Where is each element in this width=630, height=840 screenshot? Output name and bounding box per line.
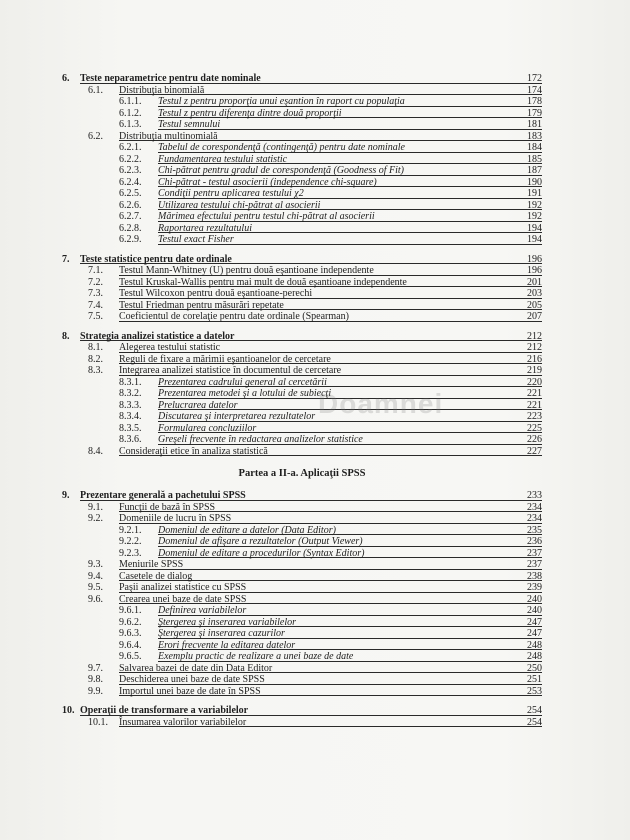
toc-entry-page-number: 253 [527, 685, 542, 697]
toc-entry-title: Testul z pentru proporţia unui eşantion în raport cu populaţia [158, 96, 405, 107]
toc-entry-number: 7.4. [88, 299, 103, 311]
toc-entry-title: Fundamentarea testului statistic [158, 153, 288, 165]
toc-entry-title: Funcţii de bază în SPSS [119, 501, 216, 513]
toc-entry-number: 8.1. [88, 342, 103, 353]
toc-entry-title: Meniurile SPSS [119, 559, 184, 570]
toc-entry-level-2 [62, 300, 542, 312]
toc-entry-title: Însumarea valorilor variabilelor [119, 716, 247, 728]
toc-entry-number: 7.3. [88, 288, 103, 299]
toc-entry-number: 9.6.5. [119, 651, 142, 662]
toc-entry-number: 6.2.6. [119, 199, 142, 211]
toc-entry-title: Testul Kruskal-Wallis pentru mai mult de două eşantioane independente [119, 276, 407, 288]
toc-entry-number: 8.2. [88, 353, 103, 365]
toc-entry-number: 6.2.1. [119, 142, 142, 153]
toc-entry-level-1 [62, 73, 542, 85]
toc-entry-number: 6.1.1. [119, 96, 142, 107]
toc-entry-page-number: 221 [527, 399, 542, 411]
toc-entry-page-number: 237 [527, 547, 542, 559]
toc-entry-page-number: 216 [527, 353, 542, 365]
toc-entry-page-number: 239 [527, 582, 542, 593]
toc-entry-page-number: 248 [527, 639, 542, 651]
toc-entry-number: 8.3.6. [119, 434, 142, 445]
toc-entry-level-2 [62, 85, 542, 97]
toc-entry-number: 8.3.1. [119, 376, 142, 388]
toc-entry-number: 9.6.1. [119, 605, 142, 616]
toc-entry-level-3 [62, 536, 542, 548]
toc-entry-title: Operaţii de transformare a variabilelor [80, 705, 249, 716]
toc-entry-page-number: 191 [527, 188, 542, 199]
toc-entry-title: Discutarea şi interpretarea rezultatelor [158, 411, 316, 422]
toc-entry-title: Testul Friedman pentru măsurări repetate [119, 299, 284, 311]
toc-entry-page-number: 254 [527, 716, 542, 728]
toc-entry-level-3 [62, 234, 542, 246]
toc-entry-title: Ştergerea şi inserarea cazurilor [158, 628, 285, 639]
toc-entry-level-2 [62, 265, 542, 277]
toc-entry-title: Integrarea analizei statistice în documentul de cercetare [119, 365, 342, 376]
toc-entry-level-3 [62, 223, 542, 235]
toc-entry-level-1 [62, 490, 542, 502]
toc-entry-title: Testul exact Fisher [158, 234, 234, 245]
toc-entry-level-2 [62, 446, 542, 458]
toc-entry-page-number: 234 [527, 501, 542, 513]
toc-entry-page-number: 179 [527, 107, 542, 119]
toc-entry-number: 9.6.2. [119, 616, 142, 628]
toc-entry-number: 9.6.3. [119, 628, 142, 639]
toc-entry-level-3 [62, 423, 542, 435]
toc-entry-title: Greşeli frecvente în redactarea analizelor statistice [158, 434, 363, 445]
toc-entry-level-3 [62, 96, 542, 108]
toc-entry-number: 6.2.3. [119, 165, 142, 176]
toc-entry-title: Condiţii pentru aplicarea testului χ2 [158, 188, 304, 199]
toc-entry-number: 8.3.5. [119, 422, 142, 434]
toc-entry-number: 9.4. [88, 570, 103, 582]
toc-entry-level-3 [62, 165, 542, 177]
toc-entry-level-2 [62, 513, 542, 525]
toc-entry-level-3 [62, 154, 542, 166]
toc-entry-page-number: 174 [527, 84, 542, 96]
toc-entry-page-number: 219 [527, 365, 542, 376]
toc-entry-number: 6.1. [88, 84, 103, 96]
toc-entry-level-3 [62, 377, 542, 389]
toc-entry-level-3 [62, 119, 542, 131]
toc-entry-title: Coeficientul de corelaţie pentru date ordinale (Spearman) [119, 311, 349, 322]
toc-entry-title: Domeniul de editare a datelor (Data Editor) [158, 524, 336, 536]
toc-entry-title: Prezentarea metodei şi a lotului de subiecţi [158, 388, 332, 399]
toc-entry-page-number: 172 [527, 73, 542, 84]
toc-entry-level-3 [62, 628, 542, 640]
toc-entry-level-2 [62, 502, 542, 514]
toc-entry-page-number: 221 [527, 388, 542, 399]
toc-entry-number: 7.1. [88, 265, 103, 276]
toc-entry-number: 10.1. [88, 716, 108, 728]
toc-entry-page-number: 247 [527, 628, 542, 639]
toc-entry-page-number: 226 [527, 434, 542, 445]
toc-entry-page-number: 237 [527, 559, 542, 570]
toc-entry-title: Erori frecvente la editarea datelor [158, 639, 296, 651]
toc-entry-title: Prezentare generală a pachetului SPSS [80, 490, 246, 501]
toc-entry-page-number: 185 [527, 153, 542, 165]
toc-entry-title: Domeniile de lucru în SPSS [119, 513, 232, 524]
toc-entry-title: Paşii analizei statistice cu SPSS [119, 582, 247, 593]
toc-entry-level-3 [62, 108, 542, 120]
toc-entry-level-2 [62, 717, 542, 729]
toc-entry-page-number: 187 [527, 165, 542, 176]
toc-entry-level-2 [62, 288, 542, 300]
section-gap [62, 323, 542, 331]
toc-entry-level-3 [62, 548, 542, 560]
toc-entry-page-number: 236 [527, 536, 542, 547]
toc-entry-title: Prelucrarea datelor [158, 399, 238, 411]
toc-entry-level-1 [62, 254, 542, 266]
toc-entry-level-3 [62, 525, 542, 537]
toc-entry-title: Definirea variabilelor [158, 605, 247, 616]
toc-entry-level-3 [62, 617, 542, 629]
toc-entry-number: 8. [62, 330, 70, 342]
toc-entry-title: Alegerea testului statistic [119, 342, 221, 353]
toc-entry-number: 9.6. [88, 593, 103, 605]
toc-entry-number: 6.1.3. [119, 119, 142, 130]
toc-entry-title: Chi-pătrat pentru gradul de corespondenţă (Goodness of Fit) [158, 165, 404, 176]
toc-entry-number: 8.4. [88, 445, 103, 457]
toc-entry-number: 6.2.9. [119, 234, 142, 245]
toc-entry-page-number: 235 [527, 524, 542, 536]
toc-entry-number: 9.5. [88, 582, 103, 593]
toc-entry-title: Domeniul de editare a procedurilor (Syntax Editor) [158, 547, 365, 559]
toc-entry-number: 6.2.8. [119, 222, 142, 234]
toc-entry-title: Teste neparametrice pentru date nominale [80, 73, 261, 84]
toc-entry-page-number: 240 [527, 605, 542, 616]
toc-entry-level-2 [62, 365, 542, 377]
toc-entry-level-3 [62, 640, 542, 652]
toc-entry-level-2 [62, 311, 542, 323]
toc-entry-page-number: 196 [527, 265, 542, 276]
toc-entry-page-number: 201 [527, 276, 542, 288]
toc-entry-level-2 [62, 559, 542, 571]
toc-entry-number: 7.2. [88, 276, 103, 288]
toc-entry-page-number: 223 [527, 411, 542, 422]
toc-entry-level-3 [62, 177, 542, 189]
toc-entry-number: 8.3.4. [119, 411, 142, 422]
toc-entry-page-number: 251 [527, 674, 542, 685]
toc-entry-page-number: 238 [527, 570, 542, 582]
toc-entry-level-2 [62, 674, 542, 686]
toc-entry-page-number: 183 [527, 130, 542, 142]
toc-entry-page-number: 240 [527, 593, 542, 605]
toc-entry-page-number: 225 [527, 422, 542, 434]
toc-entry-level-3 [62, 188, 542, 200]
toc-entry-title: Raportarea rezultatului [158, 222, 252, 234]
toc-entry-number: 6.2. [88, 130, 103, 142]
toc-entry-page-number: 192 [527, 199, 542, 211]
toc-entry-level-2 [62, 582, 542, 594]
toc-entry-number: 7. [62, 253, 70, 265]
toc-entry-number: 6.2.7. [119, 211, 142, 222]
toc-entry-level-2 [62, 277, 542, 289]
toc-entry-number: 8.3.3. [119, 399, 142, 411]
toc-entry-page-number: 212 [527, 342, 542, 353]
toc-entry-title: Testul Wilcoxon pentru două eşantioane-perechi [119, 288, 313, 299]
toc-entry-title: Tabelul de corespondenţă (contingenţă) pentru date nominale [158, 142, 405, 153]
toc-entry-title: Importul unei baze de date în SPSS [119, 685, 261, 697]
toc-entry-page-number: 184 [527, 142, 542, 153]
toc-entry-number: 9.8. [88, 674, 103, 685]
toc-entry-page-number: 192 [527, 211, 542, 222]
toc-entry-level-3 [62, 434, 542, 446]
toc-entry-page-number: 181 [527, 119, 542, 130]
toc-entry-page-number: 254 [527, 705, 542, 716]
toc-entry-level-3 [62, 605, 542, 617]
toc-entry-number: 7.5. [88, 311, 103, 322]
toc-entry-title: Chi-pătrat - testul asocierii (independence chi-square) [158, 176, 377, 188]
section-gap [62, 246, 542, 254]
toc-entry-number: 9.2.2. [119, 536, 142, 547]
toc-entry-page-number: 227 [527, 445, 542, 457]
toc-entry-title: Exemplu practic de realizare a unei baze de date [158, 651, 354, 662]
toc-entry-page-number: 194 [527, 222, 542, 234]
toc-entry-title: Prezentarea cadrului general al cercetării [158, 376, 327, 388]
toc-entry-page-number: 220 [527, 376, 542, 388]
toc-entry-level-2 [62, 663, 542, 675]
toc-entry-level-2 [62, 571, 542, 583]
toc-entry-page-number: 196 [527, 253, 542, 265]
toc-entry-number: 6.2.2. [119, 153, 142, 165]
toc-entry-page-number: 233 [527, 490, 542, 501]
toc-entry-number: 10. [62, 705, 75, 716]
toc-entry-level-2 [62, 342, 542, 354]
toc-entry-number: 6.2.4. [119, 176, 142, 188]
toc-entry-title: Strategia analizei statistice a datelor [80, 330, 235, 342]
toc-entry-number: 6.1.2. [119, 107, 142, 119]
part-heading: Partea a II-a. Aplicaţii SPSS [238, 468, 366, 479]
toc-entry-page-number: 207 [527, 311, 542, 322]
toc-entry-page-number: 205 [527, 299, 542, 311]
toc-entry-number: 8.3.2. [119, 388, 142, 399]
section-gap [62, 697, 542, 705]
toc-entry-number: 9. [62, 490, 70, 501]
toc-entry-title: Utilizarea testului chi-pătrat al asocierii [158, 199, 321, 211]
toc-entry-title: Salvarea bazei de date din Data Editor [119, 662, 273, 674]
toc-entry-level-1 [62, 331, 542, 343]
toc-entry-page-number: 212 [527, 330, 542, 342]
toc-entry-page-number: 247 [527, 616, 542, 628]
toc-entry-number: 6.2.5. [119, 188, 142, 199]
toc-entry-number: 9.2.1. [119, 524, 142, 536]
toc-entry-level-3 [62, 411, 542, 423]
toc-entry-number: 6. [62, 73, 70, 84]
toc-entry-title: Mărimea efectului pentru testul chi-pătrat al asocierii [158, 211, 375, 222]
toc-entry-title: Crearea unei baze de date SPSS [119, 593, 247, 605]
toc-entry-title: Consideraţii etice în analiza statistică [119, 445, 268, 457]
toc-entry-title: Testul semnului [158, 119, 221, 130]
toc-entry-title: Teste statistice pentru date ordinale [80, 253, 232, 265]
toc-entry-level-3 [62, 400, 542, 412]
toc-entry-number: 9.6.4. [119, 639, 142, 651]
toc-entry-title: Testul z pentru diferenţa dintre două proporţii [158, 107, 342, 119]
toc-entry-number: 9.2.3. [119, 547, 142, 559]
toc-entry-title: Ştergerea şi inserarea variabilelor [158, 616, 297, 628]
toc-entry-number: 9.1. [88, 501, 103, 513]
toc-entry-level-3 [62, 651, 542, 663]
toc-entry-title: Distribuţia binomială [119, 84, 205, 96]
toc-entry-level-3 [62, 200, 542, 212]
toc-entry-page-number: 194 [527, 234, 542, 245]
toc-entry-level-2 [62, 686, 542, 698]
toc-entry-title: Distribuţia multinomială [119, 130, 218, 142]
toc-entry-level-1 [62, 705, 542, 717]
toc-entry-page-number: 234 [527, 513, 542, 524]
toc-entry-level-3 [62, 142, 542, 154]
toc-entry-level-2 [62, 131, 542, 143]
watermark: Doamnei [318, 388, 444, 419]
toc-entry-level-2 [62, 594, 542, 606]
toc-entry-number: 9.2. [88, 513, 103, 524]
toc-entry-level-3 [62, 211, 542, 223]
table-of-contents [62, 73, 542, 728]
toc-entry-page-number: 178 [527, 96, 542, 107]
toc-entry-page-number: 203 [527, 288, 542, 299]
toc-entry-number: 9.7. [88, 662, 103, 674]
toc-entry-number: 9.3. [88, 559, 103, 570]
toc-entry-title: Casetele de dialog [119, 570, 193, 582]
toc-entry-title: Formularea concluziilor [158, 422, 257, 434]
toc-entry-title: Domeniul de afişare a rezultatelor (Output Viewer) [158, 536, 363, 547]
toc-entry-title: Testul Mann-Whitney (U) pentru două eşantioane independente [119, 265, 374, 276]
toc-entry-number: 8.3. [88, 365, 103, 376]
toc-entry-title: Deschiderea unei baze de date SPSS [119, 674, 265, 685]
toc-entry-level-3 [62, 388, 542, 400]
toc-entry-page-number: 190 [527, 176, 542, 188]
toc-entry-page-number: 248 [527, 651, 542, 662]
toc-entry-number: 9.9. [88, 685, 103, 697]
toc-entry-title: Reguli de fixare a mărimii eşantioanelor de cercetare [119, 353, 331, 365]
toc-entry-page-number: 250 [527, 662, 542, 674]
toc-entry-level-2 [62, 354, 542, 366]
